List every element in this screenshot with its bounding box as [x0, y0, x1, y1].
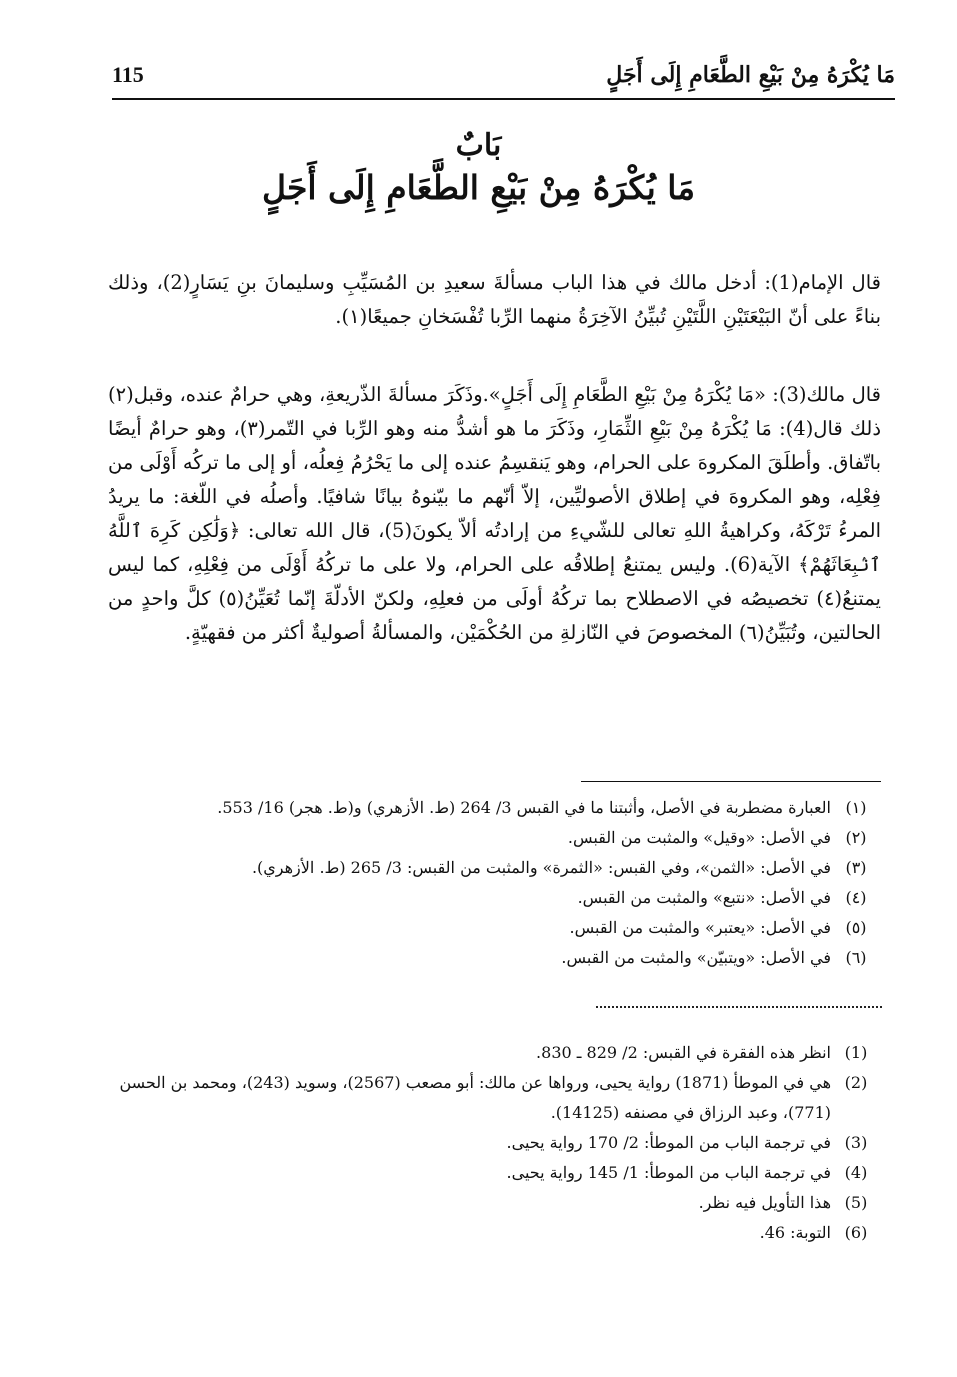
footnote-text: العبارة مضطربة في الأصل، وأثبتنا ما في القبس 3/ 264 (ط. الأزهري) و(ط. هجر) 16/ 553.: [217, 798, 831, 817]
footnote-number: (1): [844, 1043, 868, 1062]
footnote-text: انظر هذه الفقرة في القبس: 2/ 829 ـ 830.: [536, 1043, 831, 1062]
reference-footnotes: [96, 1038, 881, 1248]
running-head: مَا يُكْرَهُ مِنْ بَيْعِ الطَّعَامِ إِلَى أَجَلٍ: [606, 62, 895, 88]
page-header: [112, 62, 895, 102]
footnote-text: هذا التأويل فيه نظر.: [698, 1193, 831, 1212]
editor-footnotes: [96, 793, 881, 973]
footnote-text: التوبة: 46.: [759, 1223, 831, 1242]
footnote-number: (٤): [845, 888, 867, 907]
footnote-number: (5): [844, 1193, 868, 1212]
footnote-number: (6): [844, 1223, 868, 1242]
footnote: [96, 793, 881, 823]
chapter-label: بَابٌ: [455, 128, 502, 163]
footnote-text: في الأصل: «يعتبر» والمثبت من القبس.: [569, 918, 831, 937]
footnote-text: هي في الموطأ (1871) رواية يحيى، ورواها عن مالك: أبو مصعب (2567)، وسويد (243)، ومحمد بن الحسن (771)، وعبد الرزاق في مصنفه (14125).: [119, 1073, 831, 1122]
body-paragraph-2: قال مالك(3): «مَا يُكْرَهُ مِنْ بَيْعِ الطَّعَامِ إِلَى أَجَلٍ».وذَكَرَ مسألةَ الذّريعةِ، وهي حرامٌ عنده، وقبل(٢) ذلك قال(4): مَا يُكْرَهُ مِنْ بَيْعِ الثِّمَارِ، وذَكَرَ ما هو أشدُّ منه وهو الرِّبا في التّمر(٣)، وهو حرامٌ أيضًا باتّفاق. وأطلَقَ المكروهَ على الحرام، وهو يَنقسِمُ عنده إلى ما يَحْرُمُ فِعلُه، أو إلى ما تركُه أَوْلَى من فِعْلِه، وهو المكروهَ في إطلاق الأصوليِّين، إلاّ أنّهم ما بيّنوهُ بيانًا شافيًا. وأصلُه في اللّغة: ما يريدُ المرءُ تَرْكَهُ، وكراهيةُ اللهِ تعالى للشّيءِ من إرادتُه ألاّ يكونَ(5)، قال الله تعالى: ﴿وَلَٰكِن كَرِهَ ٱللَّهُ ٱنۢبِعَاثَهُمْ﴾ الآية(6). وليس يمتنعُ إطلاقُه على الحرام، ولا على ما تركُهُ أَوْلَى من فِعْلِهِ، كما ليس يمتنعُ(٤) تخصيصُه في الاصطلاح بما تركُهُ أولَى من فعلِهِ، ولكنّ الأدلّةَ إنّما تُعَيِّنُ(٥) كلَّ واحدٍ من الحالتين، وتُبَيِّنُ(٦) المخصوصَ في النّازلةِ من الحُكْمَيْن، والمسألةُ أصوليةٌ أكثر من فقهيّةٍ.: [108, 383, 882, 644]
footnote-number: (4): [844, 1163, 868, 1182]
footnote-number: (3): [844, 1133, 868, 1152]
page-number: 115: [112, 62, 144, 87]
footnote-number: (2): [844, 1073, 868, 1092]
footnote: [96, 1158, 881, 1188]
footnote: [96, 1068, 881, 1128]
footnote: [96, 853, 881, 883]
footnote-number: (٢): [845, 828, 867, 847]
footnote: [96, 913, 881, 943]
footnote: [96, 1188, 881, 1218]
body-paragraph-1: قال الإمام(1): أدخل مالك في هذا الباب مسألةَ سعيدِ بن المُسَيِّبِ وسليمانَ بنِ يَسَارٍ(2)، وذلك بناءً على أنّ البَيْعَتَيْنِ اللَّتَيْنِ تُبيِّنُ الآخِرَةُ منهما الرِّبا تُفْسَخانِ جميعًا(١).: [108, 271, 881, 328]
footnote-text: في الأصل: «نتبع» والمثبت من القبس.: [577, 888, 831, 907]
footnote-number: (٣): [845, 858, 867, 877]
footnote: [96, 883, 881, 913]
header-rule: [112, 98, 895, 100]
footnote: [96, 823, 881, 853]
footnote-text: في الأصل: «وقيل» والمثبت من القبس.: [567, 828, 831, 847]
footnote-separator-dots: [596, 1006, 882, 1008]
footnote-text: في ترجمة الباب من الموطأ: 2/ 170 رواية يحيى.: [506, 1133, 831, 1152]
footnote: [96, 1218, 881, 1248]
footnote-text: في الأصل: «ويتبيّن» والمثبت من القبس.: [561, 948, 831, 967]
footnote-number: (٥): [845, 918, 867, 937]
footnote-number: (١): [845, 798, 867, 817]
footnote-number: (٦): [845, 948, 867, 967]
chapter-title: مَا يُكْرَهُ مِنْ بَيْعِ الطَّعَامِ إِلَى أَجَلٍ: [261, 168, 696, 207]
footnote-rule: [581, 781, 881, 782]
footnote-text: في ترجمة الباب من الموطأ: 1/ 145 رواية يحيى.: [506, 1163, 831, 1182]
footnote: [96, 943, 881, 973]
footnote: [96, 1128, 881, 1158]
footnote-text: في الأصل: «الثمن»، وفي القبس: «الثمرة» والمثبت من القبس: 3/ 265 (ط. الأزهري).: [251, 858, 831, 877]
footnote: [96, 1038, 881, 1068]
